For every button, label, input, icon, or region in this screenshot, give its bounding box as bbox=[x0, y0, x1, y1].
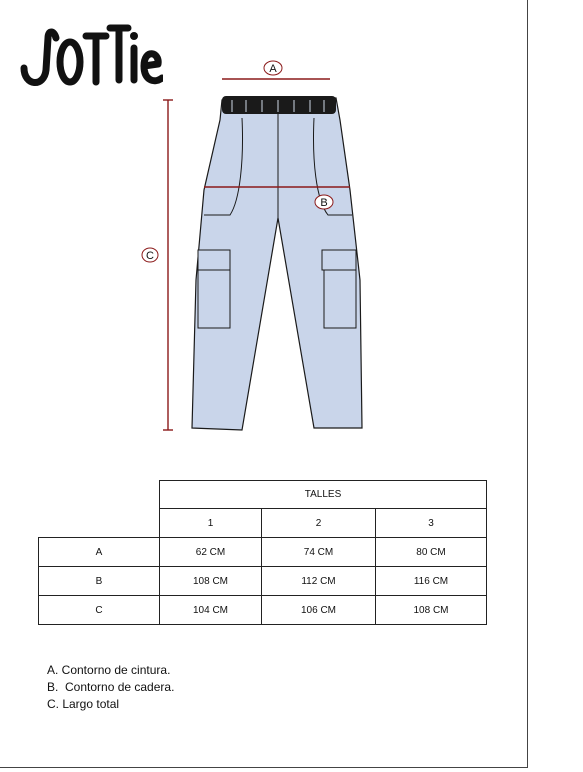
column-header: 3 bbox=[376, 509, 487, 538]
legend-item-c: C. Largo total bbox=[47, 697, 120, 711]
table-cell: 80 CM bbox=[376, 538, 487, 567]
right-cargo-pocket bbox=[324, 268, 356, 328]
table-cell: 104 CM bbox=[160, 596, 262, 625]
right-pocket-flap bbox=[322, 250, 356, 270]
table-row bbox=[39, 596, 487, 625]
legend-item-a: A. Contorno de cintura. bbox=[47, 663, 171, 677]
row-label: B bbox=[39, 567, 160, 596]
table-cell: 116 CM bbox=[376, 567, 487, 596]
column-header: 1 bbox=[160, 509, 262, 538]
row-label: C bbox=[39, 596, 160, 625]
table-cell: 108 CM bbox=[376, 596, 487, 625]
table-cell: 62 CM bbox=[160, 538, 262, 567]
column-header: 2 bbox=[262, 509, 376, 538]
table-cell: 108 CM bbox=[160, 567, 262, 596]
legend-item-b: B. Contorno de cadera. bbox=[47, 680, 175, 694]
pants-diagram bbox=[130, 55, 370, 445]
table-cell: 112 CM bbox=[262, 567, 376, 596]
table-cell: 106 CM bbox=[262, 596, 376, 625]
row-label: A bbox=[39, 538, 160, 567]
size-table bbox=[38, 480, 487, 625]
left-cargo-pocket bbox=[198, 268, 230, 328]
measure-label-a: A bbox=[269, 63, 277, 75]
measurement-legend bbox=[47, 662, 174, 713]
table-header-talles: TALLES bbox=[160, 481, 487, 509]
table-cell: 74 CM bbox=[262, 538, 376, 567]
waistband bbox=[222, 96, 336, 114]
table-row bbox=[39, 567, 487, 596]
measure-label-b: B bbox=[320, 197, 328, 209]
measure-label-c: C bbox=[146, 250, 154, 262]
table-row bbox=[39, 538, 487, 567]
left-pocket-flap bbox=[198, 250, 230, 270]
